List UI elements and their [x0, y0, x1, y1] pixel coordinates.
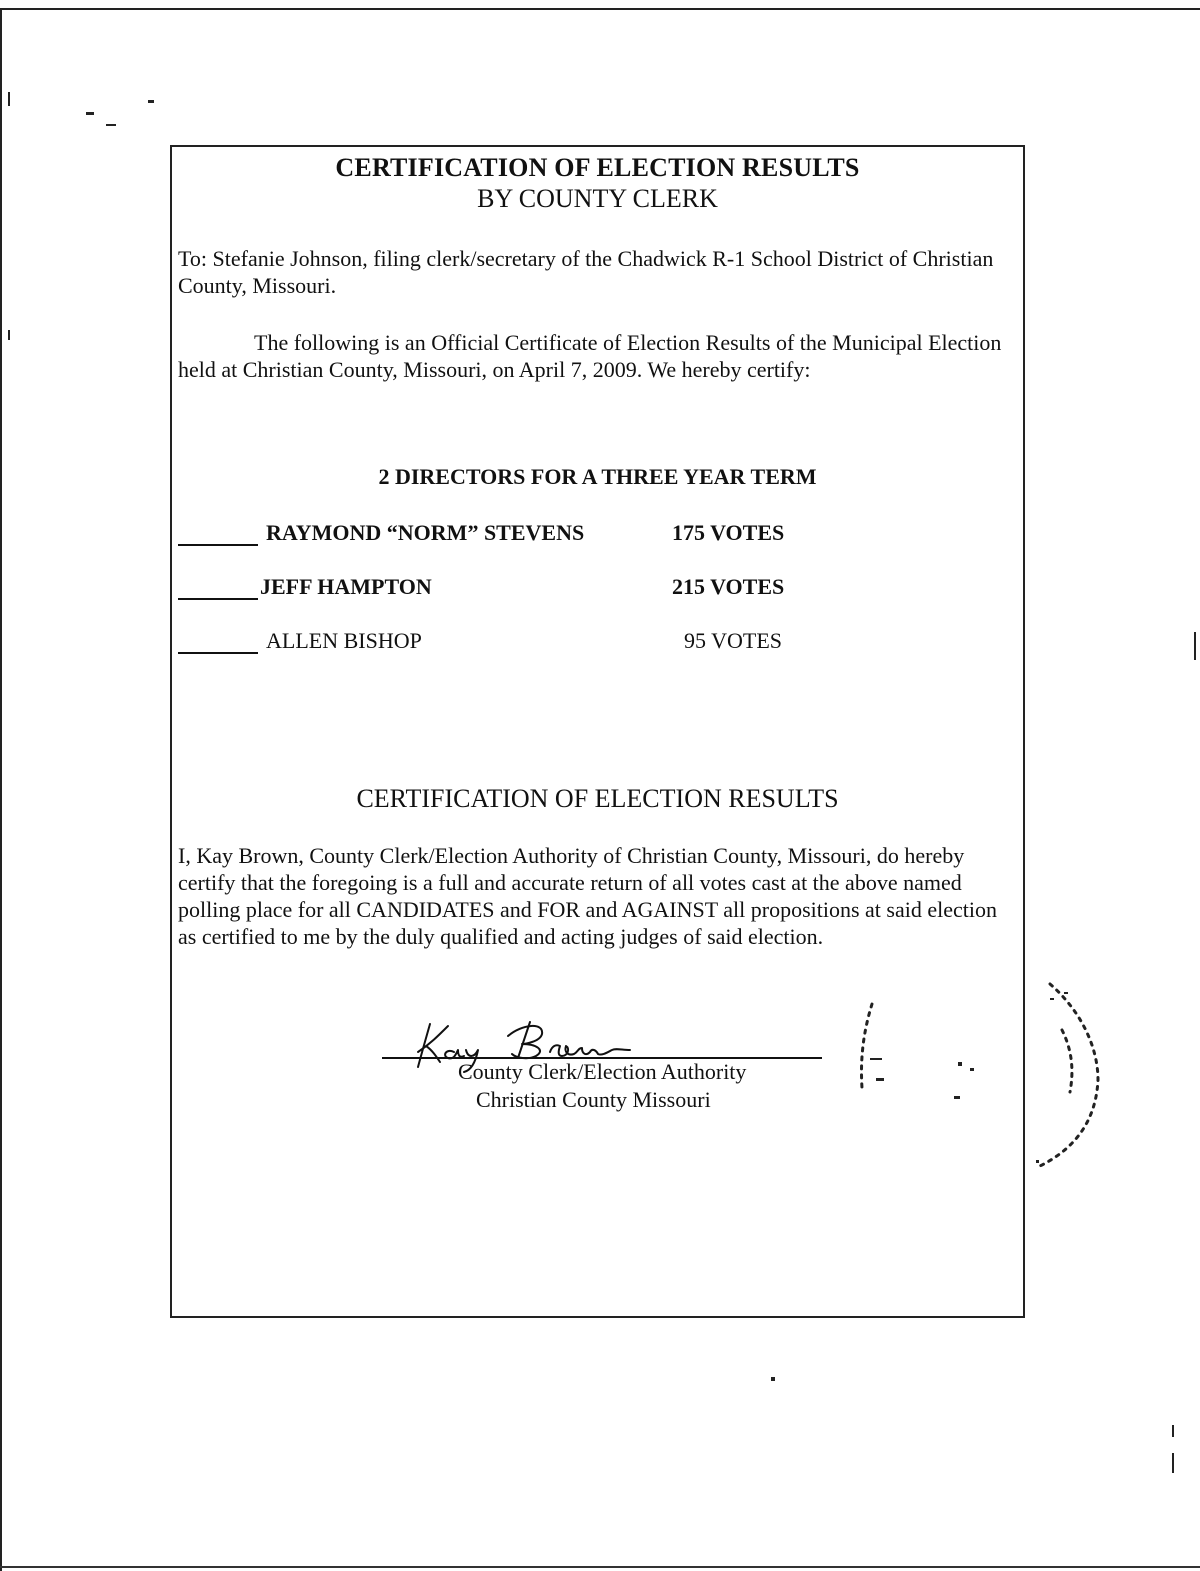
scan-mark — [1194, 632, 1196, 660]
certificate-subtitle: BY COUNTY CLERK — [477, 184, 718, 213]
candidate-name: RAYMOND “NORM” STEVENS — [266, 520, 585, 545]
addressee-paragraph: To: Stefanie Johnson, filing clerk/secretary of the Chadwick R-1 School District of Christian County, Missouri. — [178, 246, 994, 298]
candidate-row — [178, 520, 978, 550]
signatory-county: Christian County Missouri — [476, 1087, 711, 1112]
scan-edge-bottom — [0, 1566, 1200, 1568]
candidate-votes: 175 VOTES — [672, 520, 785, 545]
office-heading: 2 DIRECTORS FOR A THREE YEAR TERM — [378, 464, 817, 489]
embossed-seal — [840, 970, 1120, 1180]
candidate-name: ALLEN BISHOP — [266, 628, 422, 653]
signatory-title: County Clerk/Election Authority — [458, 1059, 747, 1084]
scan-mark — [771, 1377, 775, 1381]
candidate-votes: 215 VOTES — [672, 574, 785, 599]
scan-mark — [1172, 1425, 1174, 1437]
scan-mark — [8, 330, 10, 340]
scan-mark — [1172, 1453, 1174, 1473]
scan-mark — [106, 124, 116, 126]
candidate-row — [178, 574, 978, 604]
check-blank — [178, 652, 258, 654]
certification-heading: CERTIFICATION OF ELECTION RESULTS — [356, 784, 839, 813]
scan-edge-left — [0, 8, 2, 1571]
scan-mark — [8, 92, 10, 106]
candidate-votes: 95 VOTES — [684, 628, 782, 653]
intro-paragraph: The following is an Official Certificate of Election Results of the Municipal Election held at Christian County, Missouri, on April 7, 2009. We hereby certify: — [178, 330, 1002, 382]
signature-block — [382, 1012, 822, 1122]
check-blank — [178, 544, 258, 546]
check-blank — [178, 598, 258, 600]
scan-mark — [86, 112, 94, 115]
candidate-name: JEFF HAMPTON — [260, 574, 432, 599]
certification-paragraph: I, Kay Brown, County Clerk/Election Authority of Christian County, Missouri, do hereby certify that the foregoing is a full and accurate return of all votes cast at the above named polling place for all CANDIDATES and FOR and AGAINST all propositions at said election as certified to me by the duly qualified and acting judges of said election. — [178, 843, 997, 949]
certificate-title: CERTIFICATION OF ELECTION RESULTS — [335, 153, 860, 182]
scan-edge-top — [0, 8, 1200, 10]
candidate-row — [178, 628, 978, 658]
scan-mark — [148, 100, 154, 103]
